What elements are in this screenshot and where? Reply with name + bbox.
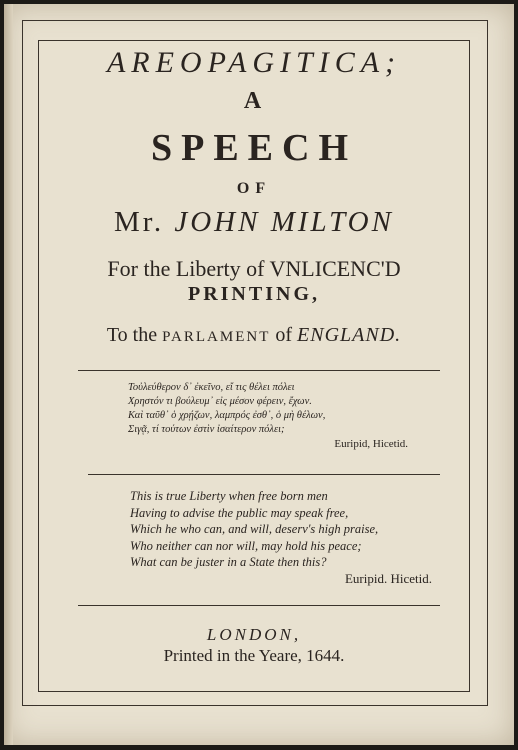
author-prefix: Mr. xyxy=(114,206,165,238)
author-name: JOHN MILTON xyxy=(174,206,394,238)
page-spine xyxy=(4,4,13,745)
verse-line: Which he who can, and will, deserv's high praise, xyxy=(130,522,379,536)
parlament-of: of xyxy=(275,324,293,346)
divider-rule xyxy=(88,474,440,475)
imprint-city: LONDON, xyxy=(206,625,302,644)
parlament-line xyxy=(40,324,468,347)
divider-rule xyxy=(78,370,440,371)
greek-line: Σιγᾷ, τί τούτων ἐστὶν ἰσαίτερον πόλει; xyxy=(128,424,285,435)
article-a: A xyxy=(243,88,265,114)
parlament-england: ENGLAND. xyxy=(297,324,402,346)
greek-line: Τοὐλεύθερον δ᾽ ἐκεῖνο, εἴ τις θέλει πόλει xyxy=(128,382,295,393)
of-line: OF xyxy=(236,180,272,197)
english-epigraph xyxy=(130,488,440,587)
verse-line: Having to advise the public may speak free, xyxy=(130,505,349,520)
speech-heading: SPEECH xyxy=(150,127,358,169)
work-title: AREOPAGITICA; xyxy=(106,46,402,79)
english-citation: Euripid. Hicetid. xyxy=(344,570,432,586)
greek-citation: Euripid, Hicetid. xyxy=(334,438,408,450)
printing-line: PRINTING, xyxy=(187,283,320,305)
author-line xyxy=(40,206,468,239)
verse-line: Who neither can nor will, may hold his peace; xyxy=(130,538,362,553)
imprint-date: Printed in the Yeare, 1644. xyxy=(163,646,345,665)
verse-line: This is true Liberty when free born men xyxy=(130,489,328,503)
parlament-lead: To the xyxy=(106,324,158,346)
greek-epigraph xyxy=(128,381,428,451)
verse-line: What can be juster in a State then this? xyxy=(130,555,327,569)
parlament-word: PARLAMENT xyxy=(162,329,271,345)
liberty-line: For the Liberty of VNLICENC'D xyxy=(107,256,401,281)
greek-line: Χρηστόν τι βούλευμ᾽ εἰς μέσον φέρειν, ἔχων. xyxy=(128,396,312,407)
divider-rule xyxy=(78,605,440,606)
greek-line: Καὶ ταῦθ᾽ ὁ χρῄζων, λαμπρός ἐσθ᾽, ὁ μὴ θέλων, xyxy=(128,410,326,421)
